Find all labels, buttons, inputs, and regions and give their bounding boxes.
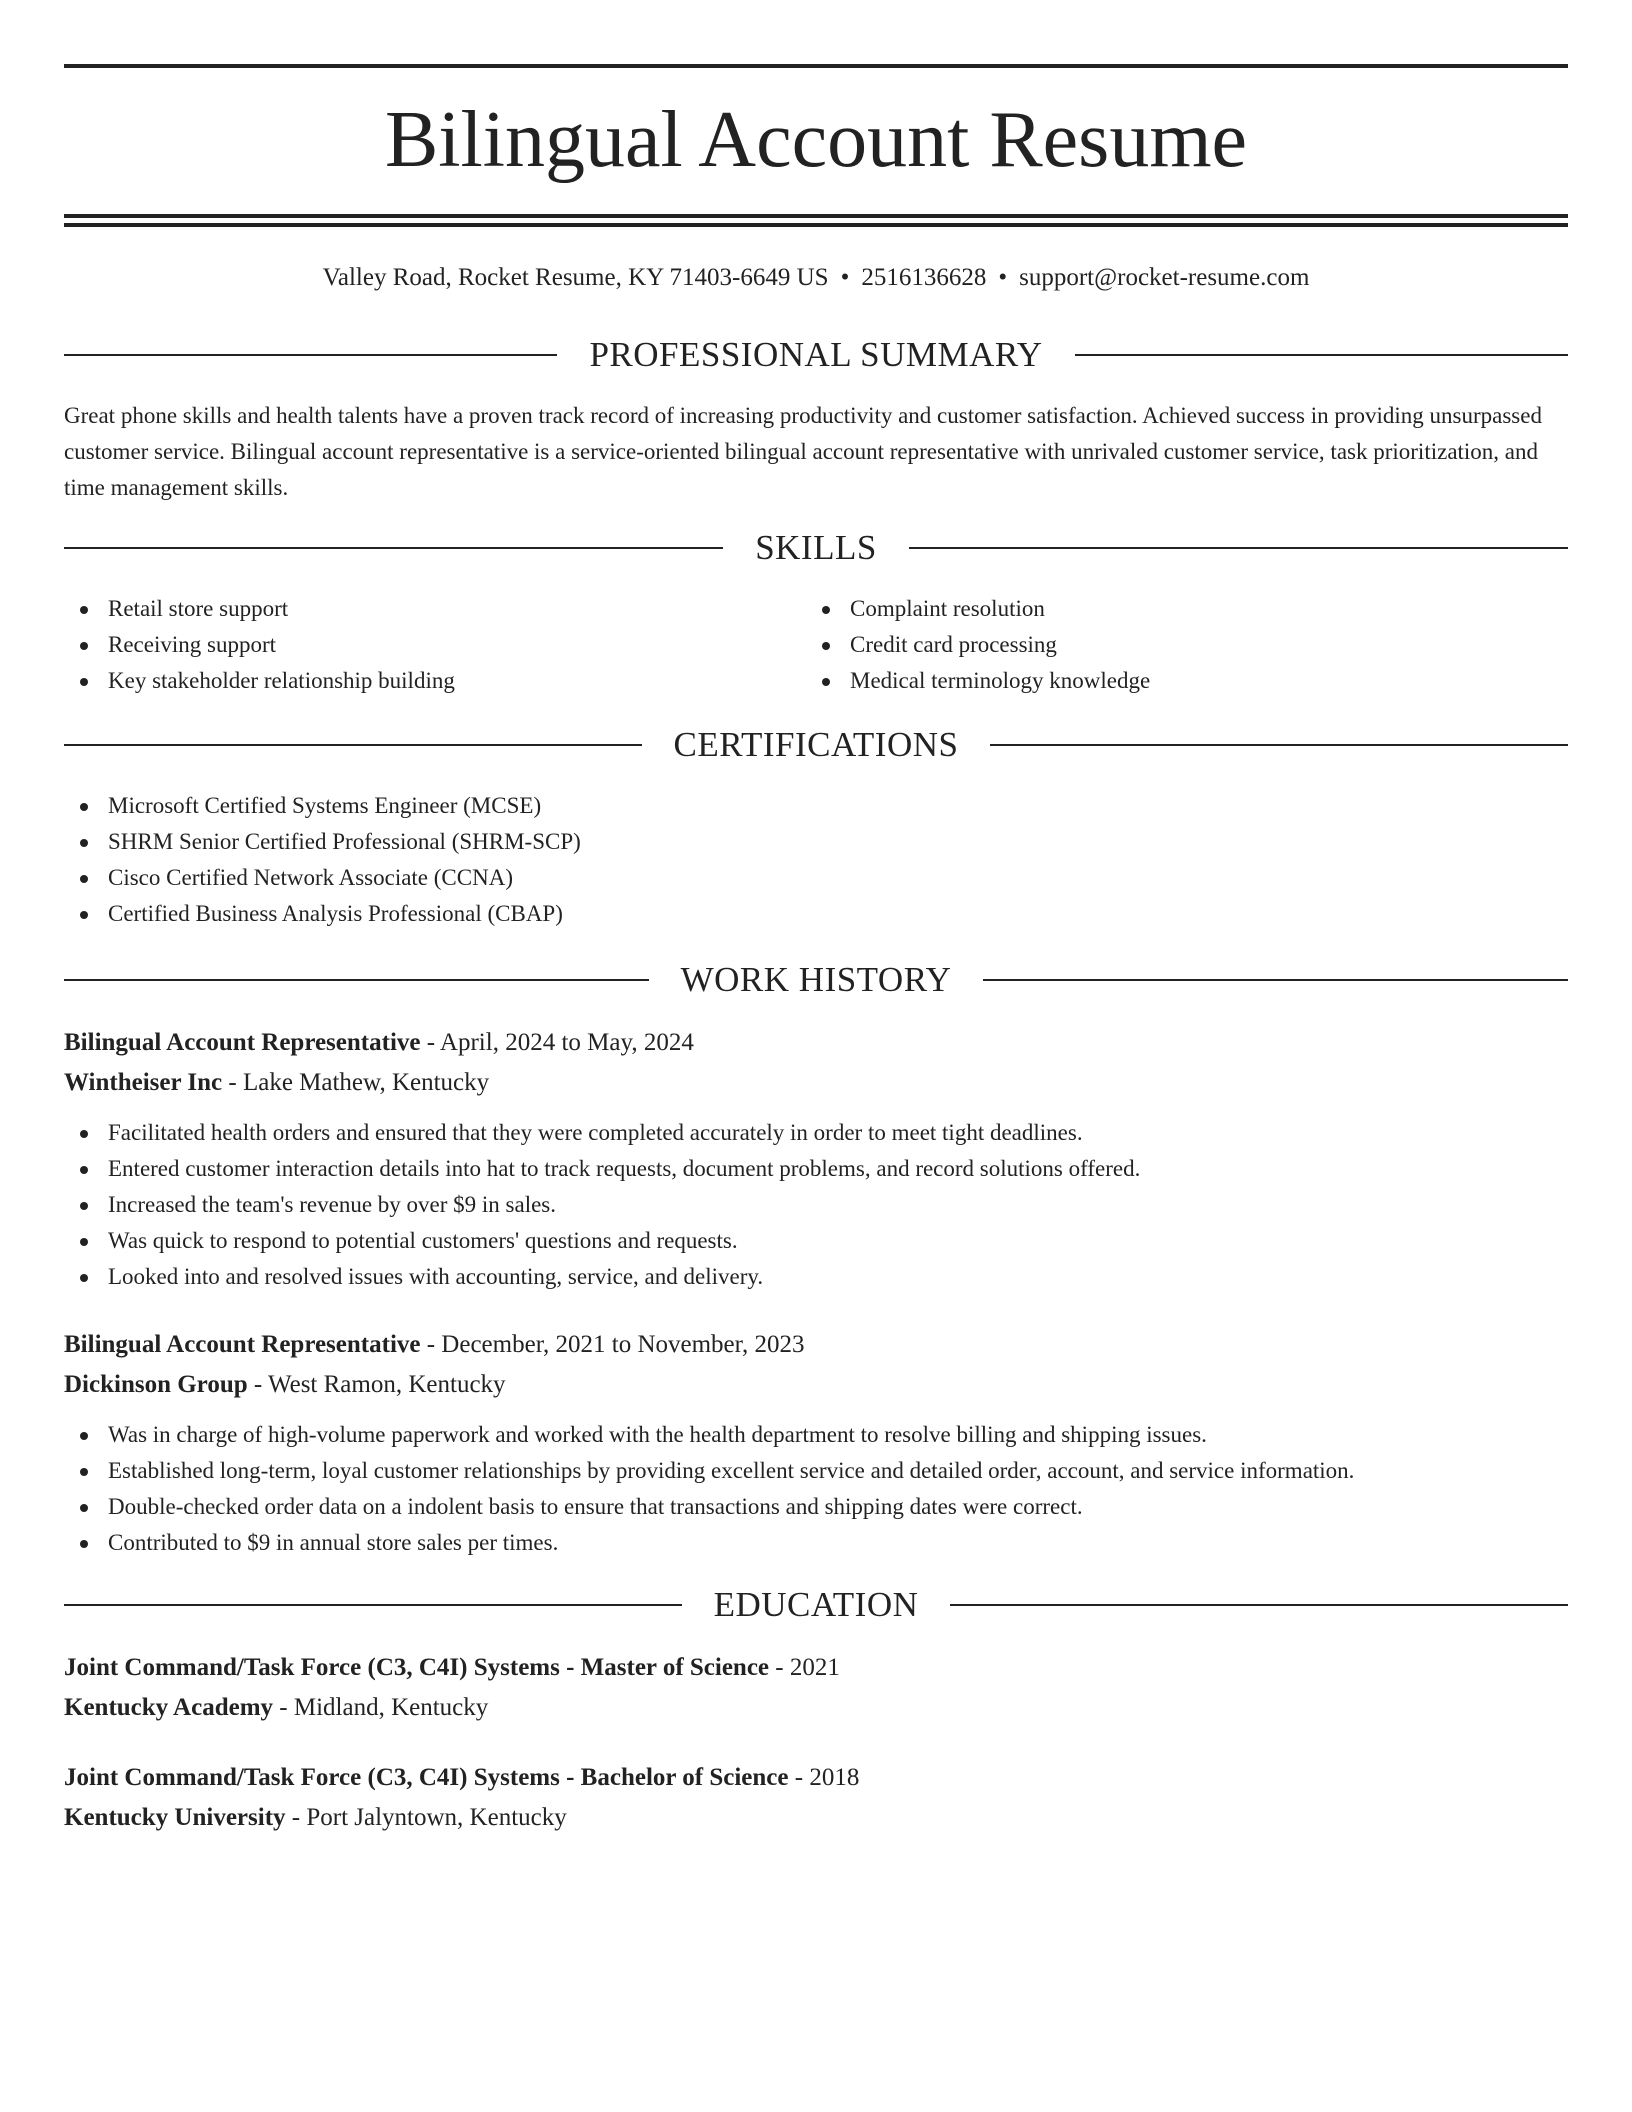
job-duties-list xyxy=(64,1417,1568,1561)
skill-item: Key stakeholder relationship building xyxy=(64,663,806,699)
job-duty: Entered customer interaction details into hat to track requests, document problems, and record solutions offered. xyxy=(64,1151,1568,1187)
contact-separator: • xyxy=(840,264,850,291)
education-year: - 2018 xyxy=(788,1764,860,1791)
job-company: Wintheiser Inc xyxy=(64,1069,223,1096)
education-degree-line xyxy=(64,1758,1568,1798)
section-title: EDUCATION xyxy=(713,1585,919,1624)
section-heading-skills xyxy=(64,530,1568,565)
section-heading-education xyxy=(64,1587,1568,1622)
resume-title: Bilingual Account Resume xyxy=(384,96,1248,184)
heading-rule xyxy=(64,547,723,549)
education-location: - Midland, Kentucky xyxy=(273,1694,489,1721)
heading-rule xyxy=(983,979,1568,981)
contact-address: Valley Road, Rocket Resume, KY 71403-6649 US xyxy=(322,264,829,291)
section-title: WORK HISTORY xyxy=(680,960,952,999)
skill-item: Complaint resolution xyxy=(806,591,1548,627)
education-degree: Joint Command/Task Force (C3, C4I) Systems - Master of Science xyxy=(64,1654,770,1681)
heading-rule xyxy=(1075,354,1568,356)
job-entry xyxy=(64,1325,1568,1561)
heading-rule xyxy=(990,744,1568,746)
job-location: - West Ramon, Kentucky xyxy=(247,1371,506,1398)
heading-rule xyxy=(64,354,557,356)
resume-page xyxy=(64,64,1568,1838)
title-double-rule xyxy=(64,214,1568,227)
education-location: - Port Jalyntown, Kentucky xyxy=(285,1804,567,1831)
education-school: Kentucky University xyxy=(64,1804,286,1831)
heading-rule xyxy=(909,547,1568,549)
job-title-line xyxy=(64,1023,1568,1063)
contact-phone: 2516136628 xyxy=(861,264,987,291)
section-heading-work-history xyxy=(64,962,1568,997)
job-duty: Double-checked order data on a indolent basis to ensure that transactions and shipping dates were correct. xyxy=(64,1489,1568,1525)
certification-item: Cisco Certified Network Associate (CCNA) xyxy=(64,860,1568,896)
summary-text: Great phone skills and health talents have a proven track record of increasing productivity and customer satisfaction. Achieved success in providing unsurpassed customer service. Bilingual account representative is a service-oriented bilingual account representative with unrivaled customer service, task prioritization, and time management skills. xyxy=(64,403,1542,500)
contact-separator: • xyxy=(998,264,1008,291)
contact-email: support@rocket-resume.com xyxy=(1019,264,1310,291)
job-company-line xyxy=(64,1365,1568,1405)
skill-item: Receiving support xyxy=(64,627,806,663)
section-title: PROFESSIONAL SUMMARY xyxy=(589,335,1043,374)
heading-rule xyxy=(64,1604,682,1606)
certification-item: Certified Business Analysis Professional (CBAP) xyxy=(64,896,1568,932)
job-location: - Lake Mathew, Kentucky xyxy=(222,1069,490,1096)
job-duties-list xyxy=(64,1115,1568,1295)
job-duty: Was in charge of high-volume paperwork and worked with the health department to resolve billing and shipping issues. xyxy=(64,1417,1568,1453)
skill-item: Retail store support xyxy=(64,591,806,627)
heading-rule xyxy=(64,979,649,981)
job-duty: Facilitated health orders and ensured that they were completed accurately in order to meet tight deadlines. xyxy=(64,1115,1568,1151)
job-dates: - April, 2024 to May, 2024 xyxy=(420,1029,694,1056)
contact-line xyxy=(64,263,1568,293)
education-degree: Joint Command/Task Force (C3, C4I) Systems - Bachelor of Science xyxy=(64,1764,789,1791)
job-dates: - December, 2021 to November, 2023 xyxy=(420,1331,805,1358)
education-degree-line xyxy=(64,1648,1568,1688)
job-duty: Established long-term, loyal customer relationships by providing excellent service and detailed order, account, and service information. xyxy=(64,1453,1568,1489)
education-entry xyxy=(64,1648,1568,1728)
top-rule xyxy=(64,64,1568,68)
job-title-line xyxy=(64,1325,1568,1365)
job-company: Dickinson Group xyxy=(64,1371,248,1398)
skills-column-right xyxy=(806,591,1548,699)
skills-list xyxy=(64,591,1568,699)
job-duty: Was quick to respond to potential customers' questions and requests. xyxy=(64,1223,1568,1259)
heading-rule xyxy=(64,744,642,746)
skill-item: Credit card processing xyxy=(806,627,1548,663)
job-entry xyxy=(64,1023,1568,1295)
job-duty: Increased the team's revenue by over $9 in sales. xyxy=(64,1187,1568,1223)
job-title: Bilingual Account Representative xyxy=(64,1029,421,1056)
section-title: CERTIFICATIONS xyxy=(673,725,959,764)
certifications-list xyxy=(64,788,1568,932)
education-school: Kentucky Academy xyxy=(64,1694,274,1721)
certification-item: SHRM Senior Certified Professional (SHRM-SCP) xyxy=(64,824,1568,860)
education-year: - 2021 xyxy=(769,1654,840,1681)
job-title: Bilingual Account Representative xyxy=(64,1331,421,1358)
education-school-line xyxy=(64,1688,1568,1728)
certification-item: Microsoft Certified Systems Engineer (MCSE) xyxy=(64,788,1568,824)
job-duty: Contributed to $9 in annual store sales per times. xyxy=(64,1525,1568,1561)
education-entry xyxy=(64,1758,1568,1838)
section-title: SKILLS xyxy=(755,528,877,567)
heading-rule xyxy=(950,1604,1568,1606)
education-school-line xyxy=(64,1798,1568,1838)
job-duty: Looked into and resolved issues with accounting, service, and delivery. xyxy=(64,1259,1568,1295)
job-company-line xyxy=(64,1063,1568,1103)
skills-column-left xyxy=(64,591,806,699)
section-heading-summary xyxy=(64,337,1568,372)
section-heading-certifications xyxy=(64,727,1568,762)
skill-item: Medical terminology knowledge xyxy=(806,663,1548,699)
